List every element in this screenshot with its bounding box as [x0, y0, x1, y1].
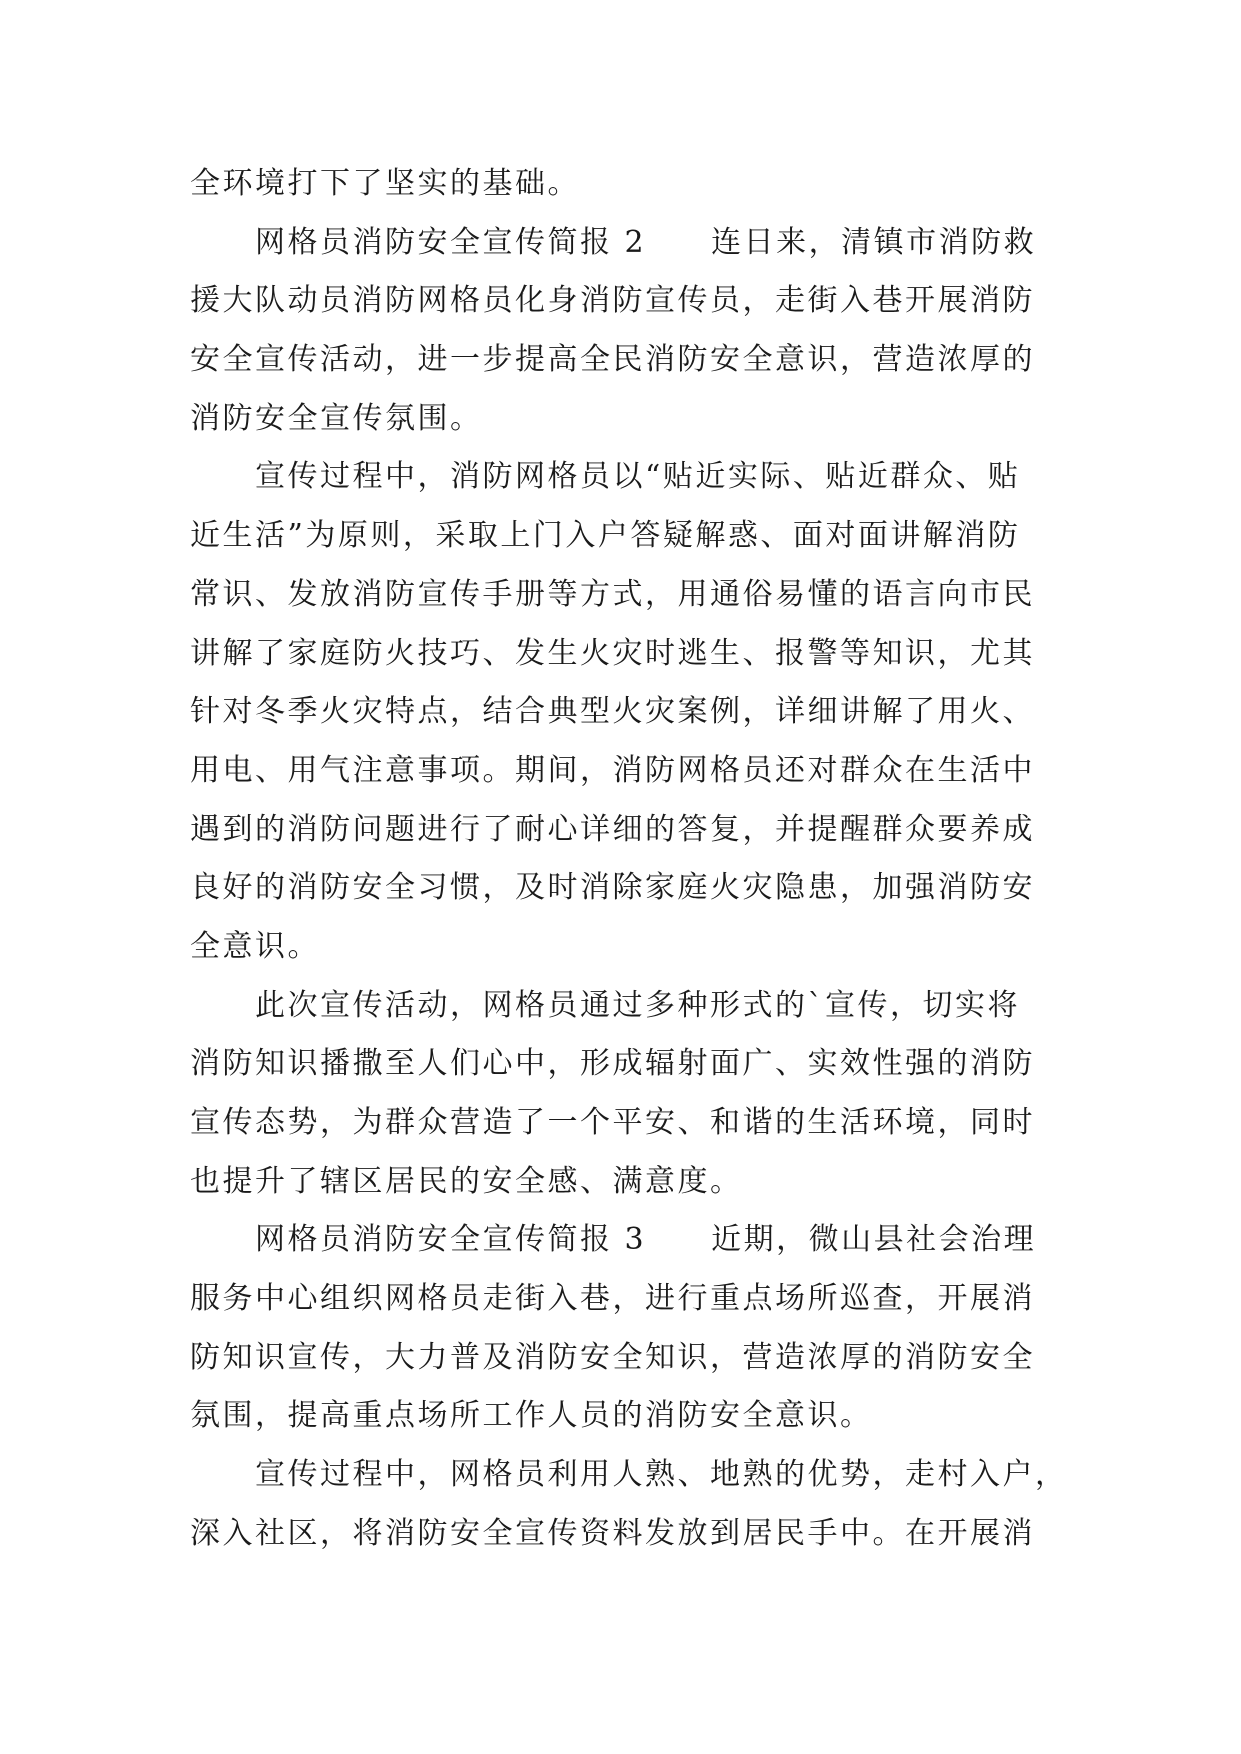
text-line: 针对冬季火灾特点，结合典型火灾案例，详细讲解了用火、	[190, 694, 1035, 730]
text-line: 用电、用气注意事项。期间，消防网格员还对群众在生活中	[190, 752, 1035, 788]
text-line: 消防安全宣传氛围。	[190, 400, 483, 436]
text-line: 宣传过程中，网格员利用人熟、地熟的优势，走村入户，	[190, 1457, 1068, 1493]
text-line: 宣传过程中，消防网格员以“贴近实际、贴近群众、贴	[190, 459, 1021, 495]
text-line: 消防知识播撒至人们心中，形成辐射面广、实效性强的消防	[190, 1046, 1035, 1082]
text-line: 宣传态势，为群众营造了一个平安、和谐的生活环境，同时	[190, 1105, 1035, 1140]
text-line: 遇到的消防问题进行了耐心详细的答复，并提醒群众要养成	[190, 811, 1035, 847]
text-line: 近生活”为原则，采取上门入户答疑解惑、面对面讲解消防	[190, 518, 1021, 554]
text-line: 氛围，提高重点场所工作人员的消防安全意识。	[190, 1398, 873, 1434]
text-line: 全环境打下了坚实的基础。	[190, 166, 580, 201]
text-line: 服务中心组织网格员走街入巷，进行重点场所巡查，开展消	[190, 1281, 1035, 1317]
text-line: 网格员消防安全宣传简报 2 连日来，清镇市消防救	[190, 224, 1037, 260]
text-line: 网格员消防安全宣传简报 3 近期，微山县社会治理	[190, 1222, 1037, 1258]
text-line: 全意识。	[190, 928, 320, 964]
text-line: 援大队动员消防网格员化身消防宣传员，走街入巷开展消防	[190, 283, 1035, 319]
text-line: 安全宣传活动，进一步提高全民消防安全意识，营造浓厚的	[190, 342, 1035, 378]
text-line: 良好的消防安全习惯，及时消除家庭火灾隐患，加强消防安	[190, 870, 1035, 906]
text-line: 也提升了辖区居民的安全感、满意度。	[190, 1163, 743, 1199]
text-line: 深入社区，将消防安全宣传资料发放到居民手中。在开展消	[190, 1515, 1035, 1551]
document-body	[190, 155, 1090, 1564]
text-line: 防知识宣传，大力普及消防安全知识，营造浓厚的消防安全	[190, 1339, 1035, 1375]
text-line: 常识、发放消防宣传手册等方式，用通俗易懂的语言向市民	[190, 576, 1035, 612]
text-line: 此次宣传活动，网格员通过多种形式的`宣传，切实将	[190, 987, 1020, 1023]
text-line: 讲解了家庭防火技巧、发生火灾时逃生、报警等知识，尤其	[190, 635, 1035, 671]
